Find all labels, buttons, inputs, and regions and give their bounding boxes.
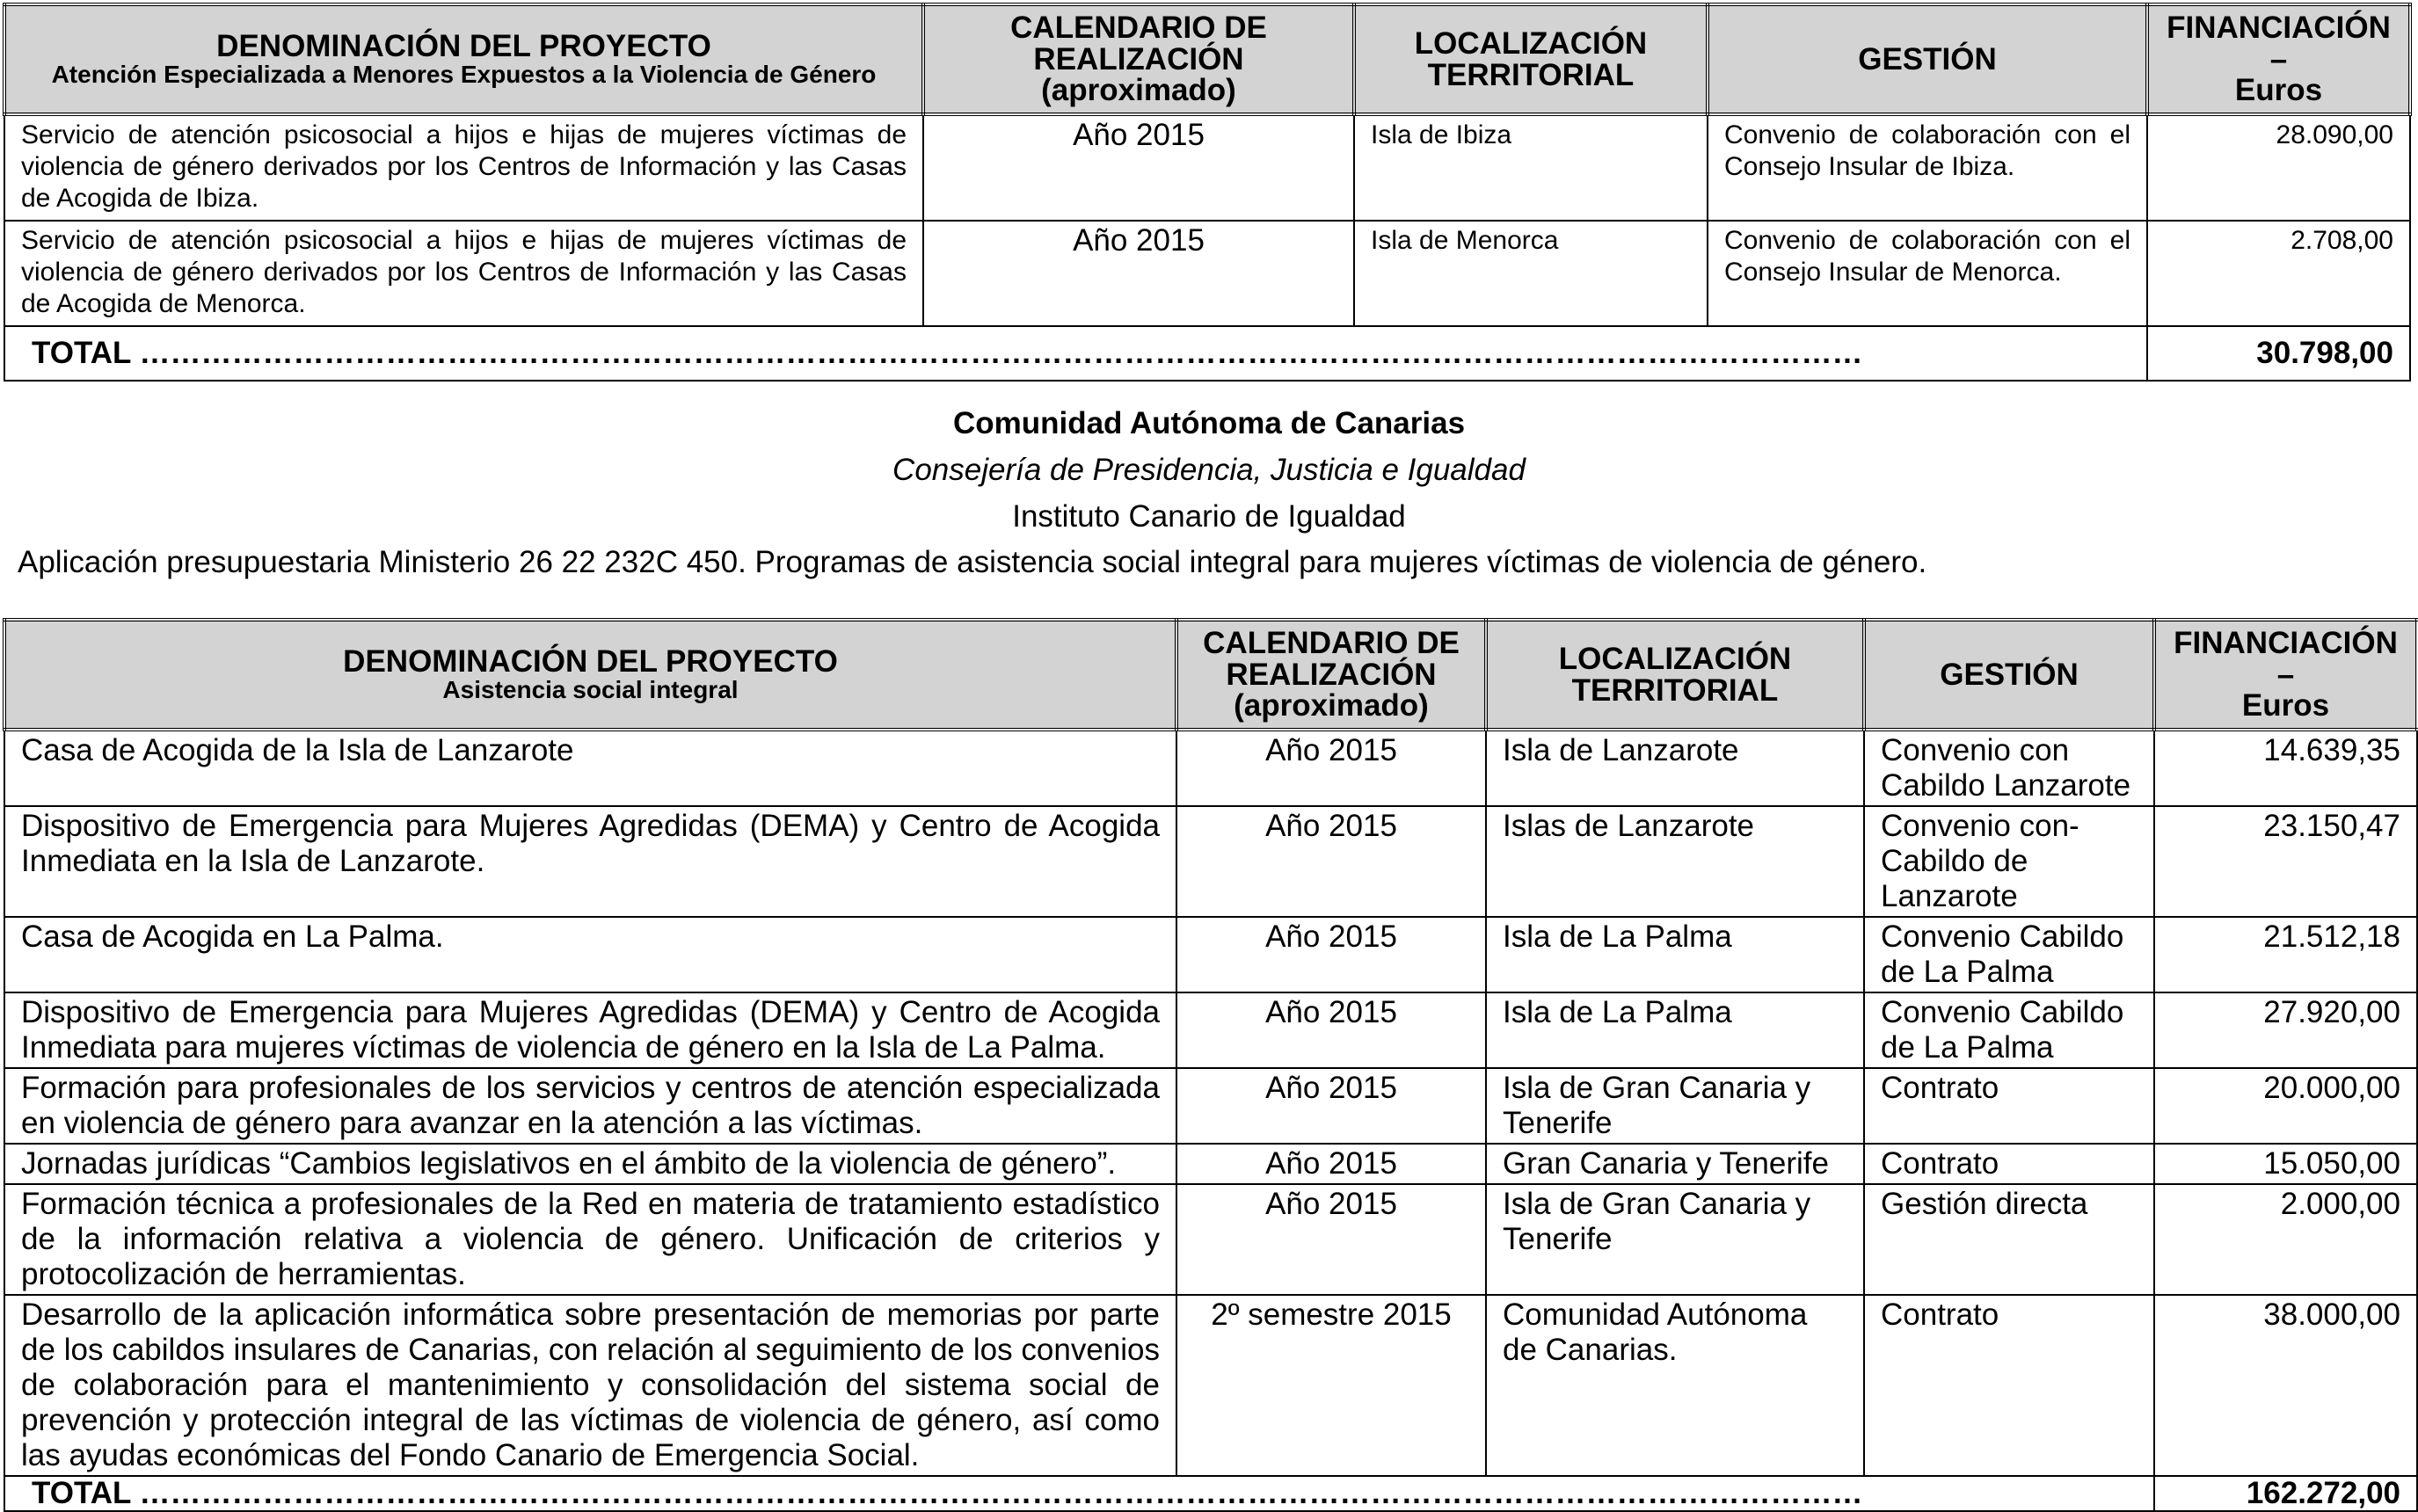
project-description: Formación para profesionales de los servicios y centros de atención especializada en violencia de género para avanzar en la atención a las víctimas. [4,1068,1176,1144]
project-location: Isla de La Palma [1486,917,1864,992]
funding-table-social-assistance [3,618,2418,1512]
project-calendar: Año 2015 [1176,806,1486,917]
project-management: Convenio de colaboración con el Consejo Insular de Ibiza. [1708,114,2147,221]
department-heading: Consejería de Presidencia, Justicia e Igualdad [892,453,1526,487]
project-location: Isla de Menorca [1354,221,1708,326]
total-value: 30.798,00 [2147,326,2410,381]
community-heading: Comunidad Autónoma de Canarias [952,406,1466,440]
table-row [4,1184,2417,1295]
project-calendar: Año 2015 [1176,992,1486,1068]
header-calendar-line3: (aproximado) [1234,688,1429,723]
total-row [4,1476,2417,1511]
project-management: Convenio con Cabildo Lanzarote [1864,730,2154,806]
header-funding [2154,620,2417,730]
header-location-line1: LOCALIZACIÓN [1414,25,1648,61]
total-label: TOTAL …………………………………………………………………………………………………………………………………………………… [4,326,2147,381]
project-description: Casa de Acogida en La Palma. [4,917,1176,992]
project-management: Convenio de colaboración con el Consejo Insular de Menorca. [1708,221,2147,326]
project-management: Contrato [1864,1144,2154,1184]
header-location-line1: LOCALIZACIÓN [1558,641,1792,676]
institute-heading: Instituto Canario de Igualdad [1012,499,1406,534]
project-location: Isla de Gran Canaria y Tenerife [1486,1184,1864,1295]
project-description: Formación técnica a profesionales de la Red en materia de tratamiento estadístico de la información relativa a violencia de género. Unificación de criterios y protocolización de herramientas. [4,1184,1176,1295]
project-description: Servicio de atención psicosocial a hijos e hijas de mujeres víctimas de violencia de género derivados por los Centros de Información y las Casas de Acogida de Menorca. [4,221,923,326]
project-location: Islas de Lanzarote [1486,806,1864,917]
project-calendar: 2º semestre 2015 [1176,1295,1486,1476]
project-description: Dispositivo de Emergencia para Mujeres Agredidas (DEMA) y Centro de Acogida Inmediata en la Isla de Lanzarote. [4,806,1176,917]
project-location: Isla de Lanzarote [1486,730,1864,806]
header-funding [2147,4,2410,114]
header-calendar [923,4,1354,114]
table-row [4,730,2417,806]
total-label: TOTAL …………………………………………………………………………………………………………………………………………………… [4,1476,2154,1511]
project-management: Convenio Cabildo de La Palma [1864,992,2154,1068]
table-row [4,992,2417,1068]
project-funding: 2.708,00 [2147,221,2410,326]
project-funding: 2.000,00 [2154,1184,2417,1295]
table-row [4,114,2410,221]
project-management: Contrato [1864,1295,2154,1476]
header-location [1486,620,1864,730]
project-calendar: Año 2015 [1176,1184,1486,1295]
project-calendar: Año 2015 [1176,730,1486,806]
header-project-subtitle: Asistencia social integral [442,676,739,704]
project-description: Desarrollo de la aplicación informática sobre presentación de memorias por parte de los cabildos insulares de Canarias, con relación al seguimiento de los convenios de colaboración para el mantenimiento y consolidación del sistema social de prevención y protección integral de las víctimas de violencia de género, así como las ayudas económicas del Fondo Canario de Emergencia Social. [4,1295,1176,1476]
project-description: Dispositivo de Emergencia para Mujeres Agredidas (DEMA) y Centro de Acogida Inmediata para mujeres víctimas de violencia de género en la Isla de La Palma. [4,992,1176,1068]
project-funding: 15.050,00 [2154,1144,2417,1184]
project-calendar: Año 2015 [1176,1144,1486,1184]
header-calendar-line2: REALIZACIÓN [1033,41,1244,76]
header-location-line2: TERRITORIAL [1427,57,1635,92]
header-calendar [1176,620,1486,730]
project-funding: 38.000,00 [2154,1295,2417,1476]
project-management: Contrato [1864,1068,2154,1144]
table-row [4,221,2410,326]
project-calendar: Año 2015 [1176,1068,1486,1144]
header-project [4,4,923,114]
project-location: Isla de Gran Canaria y Tenerife [1486,1068,1864,1144]
header-funding-line3: Euros [2241,688,2330,723]
project-management: Gestión directa [1864,1184,2154,1295]
project-calendar: Año 2015 [1176,917,1486,992]
project-funding: 20.000,00 [2154,1068,2417,1144]
project-location: Isla de Ibiza [1354,114,1708,221]
project-description: Servicio de atención psicosocial a hijos e hijas de mujeres víctimas de violencia de género derivados por los Centros de Información y las Casas de Acogida de Ibiza. [4,114,923,221]
project-location: Comunidad Autónoma de Canarias. [1486,1295,1864,1476]
header-funding-line1: FINANCIACIÓN [2174,625,2398,660]
header-project-title: DENOMINACIÓN DEL PROYECTO [216,29,711,64]
budget-line: Aplicación presupuestaria Ministerio 26 22 232C 450. Programas de asistencia social integral para mujeres víctimas de violencia de género. [18,545,1927,579]
project-calendar: Año 2015 [923,114,1354,221]
header-calendar-line1: CALENDARIO DE [1203,625,1460,660]
header-location [1354,4,1708,114]
total-value: 162.272,00 [2154,1476,2417,1511]
project-funding: 14.639,35 [2154,730,2417,806]
header-management: GESTIÓN [1708,4,2147,114]
project-description: Casa de Acogida de la Isla de Lanzarote [4,730,1176,806]
header-project-subtitle: Atención Especializada a Menores Expuestos a la Violencia de Género [51,61,877,89]
header-project [4,620,1176,730]
header-funding-line2: – [2269,41,2288,76]
project-management: Convenio Cabildo de La Palma [1864,917,2154,992]
header-calendar-line2: REALIZACIÓN [1226,657,1437,692]
project-funding: 27.920,00 [2154,992,2417,1068]
project-funding: 23.150,47 [2154,806,2417,917]
project-description: Jornadas jurídicas “Cambios legislativos en el ámbito de la violencia de género”. [4,1144,1176,1184]
project-location: Gran Canaria y Tenerife [1486,1144,1864,1184]
project-calendar: Año 2015 [923,221,1354,326]
project-funding: 21.512,18 [2154,917,2417,992]
table-row [4,806,2417,917]
header-funding-line3: Euros [2234,73,2323,108]
header-project-title: DENOMINACIÓN DEL PROYECTO [343,644,838,680]
table-row [4,1068,2417,1144]
header-management: GESTIÓN [1864,620,2154,730]
project-management: Convenio con-Cabildo de Lanzarote [1864,806,2154,917]
header-funding-line2: – [2276,657,2295,692]
funding-table-minors [3,3,2412,382]
header-funding-line1: FINANCIACIÓN [2167,10,2391,45]
table-row [4,1295,2417,1476]
project-location: Isla de La Palma [1486,992,1864,1068]
table-row [4,1144,2417,1184]
total-row [4,326,2410,381]
header-location-line2: TERRITORIAL [1571,672,1779,708]
header-calendar-line1: CALENDARIO DE [1010,10,1267,45]
header-calendar-line3: (aproximado) [1041,73,1236,108]
table-row [4,917,2417,992]
project-funding: 28.090,00 [2147,114,2410,221]
